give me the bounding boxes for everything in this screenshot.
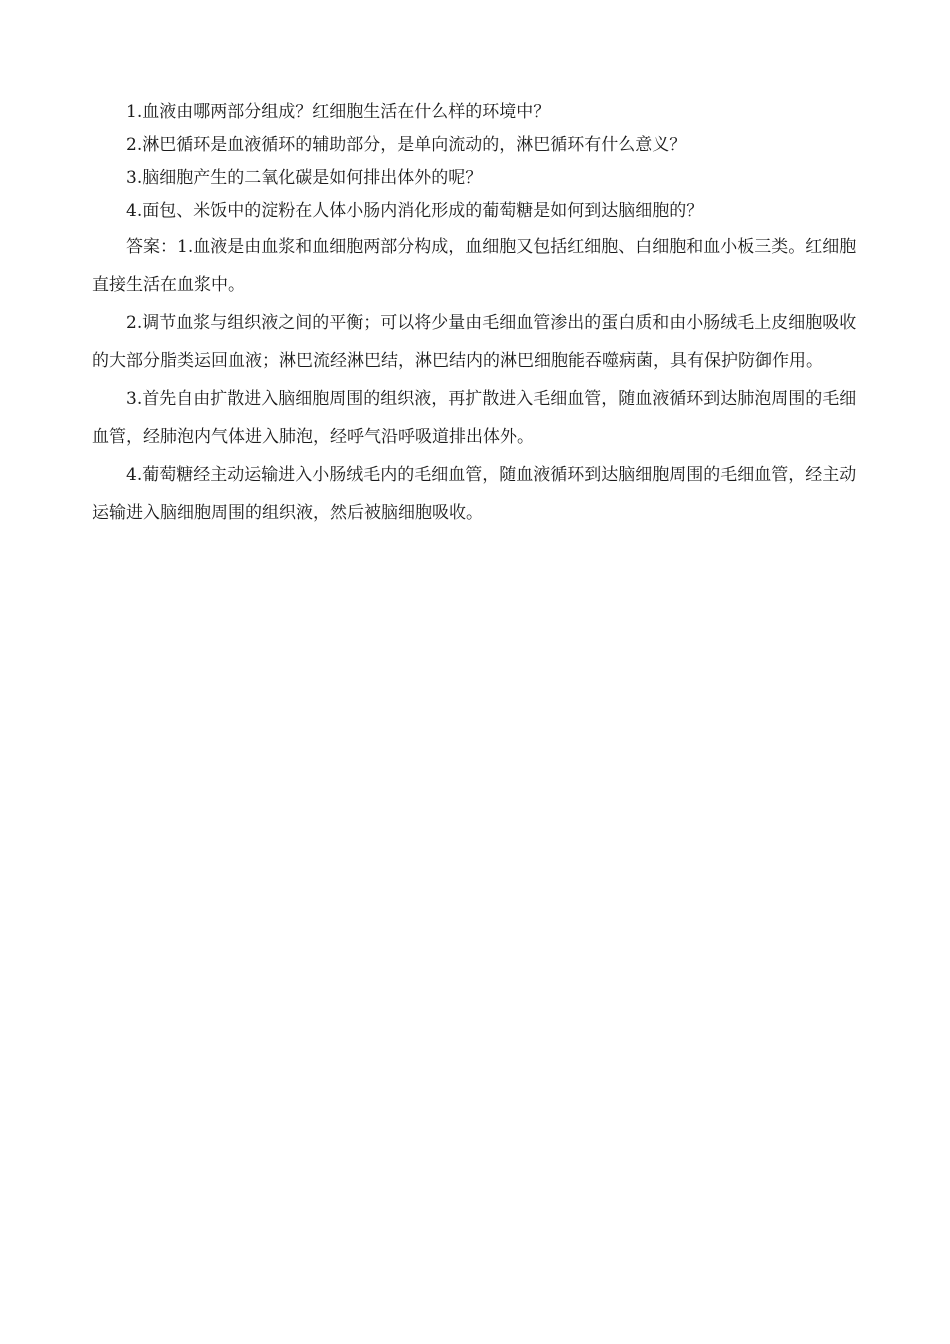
answer-3: 3.首先自由扩散进入脑细胞周围的组织液，再扩散进入毛细血管，随血液循环到达肺泡周围的毛细血管，经肺泡内气体进入肺泡，经呼气沿呼吸道排出体外。 (92, 389, 857, 447)
question-1: 1.血液由哪两部分组成？红细胞生活在什么样的环境中？ (126, 102, 551, 122)
document-body (92, 96, 862, 532)
question-3: 3.脑细胞产生的二氧化碳是如何排出体外的呢？ (126, 168, 483, 188)
answer-4: 4.葡萄糖经主动运输进入小肠绒毛内的毛细血管，随血液循环到达脑细胞周围的毛细血管，经主动运输进入脑细胞周围的组织液，然后被脑细胞吸收。 (92, 465, 857, 523)
question-4: 4.面包、米饭中的淀粉在人体小肠内消化形成的葡萄糖是如何到达脑细胞的？ (126, 201, 704, 221)
question-2: 2.淋巴循环是血液循环的辅助部分，是单向流动的，淋巴循环有什么意义？ (126, 135, 687, 155)
answer-1: 答案：1.血液是由血浆和血细胞两部分构成，血细胞又包括红细胞、白细胞和血小板三类。红细胞直接生活在血浆中。 (92, 237, 857, 295)
answer-2: 2.调节血浆与组织液之间的平衡；可以将少量由毛细血管渗出的蛋白质和由小肠绒毛上皮细胞吸收的大部分脂类运回血液；淋巴流经淋巴结，淋巴结内的淋巴细胞能吞噬病菌，具有保护防御作用。 (92, 313, 857, 371)
